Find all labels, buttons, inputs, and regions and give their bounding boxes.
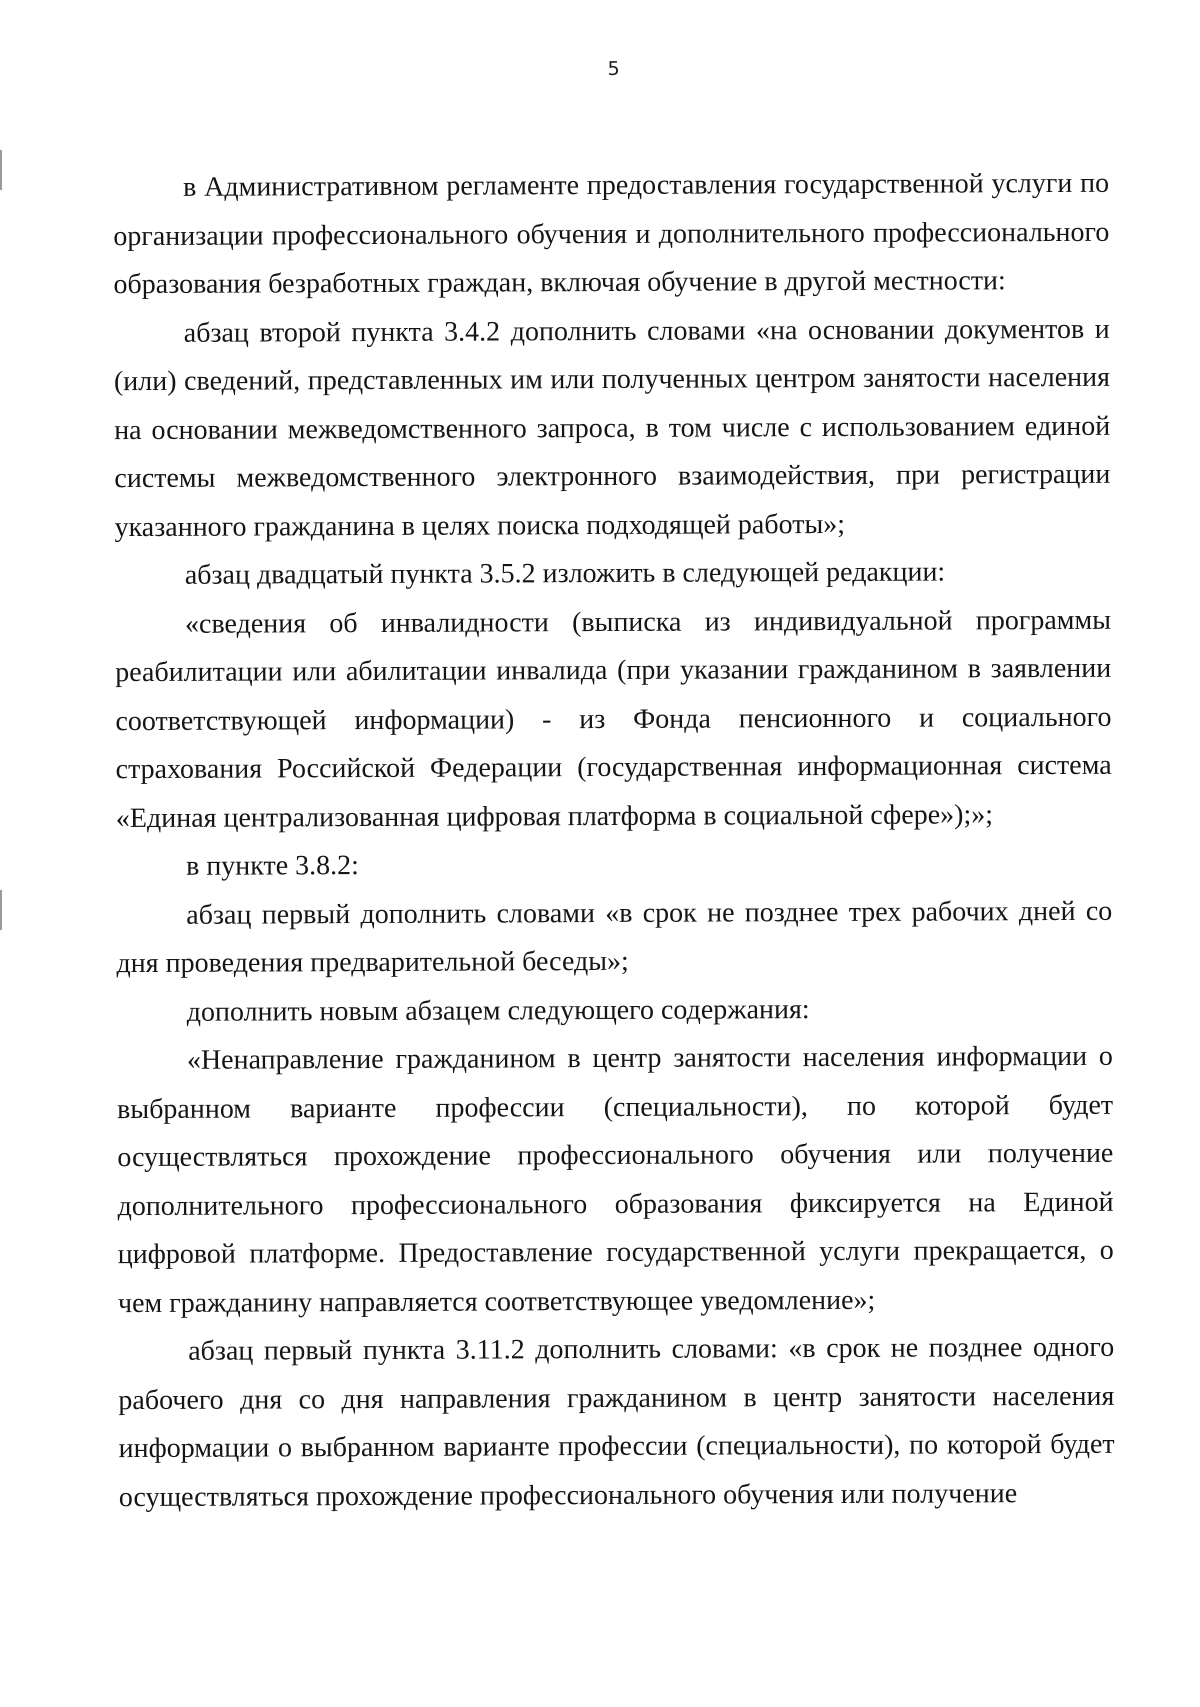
paragraph-3-11-2: абзац первый пункта 3.11.2 дополнить словами: «в срок не позднее одного рабочего дня со дня направления гражданином в центр занятости населения информации о выбранном варианте профессии (специальности), по которой будет осуществляться прохождение профессионального обучения или получение	[118, 1331, 1115, 1513]
paragraph-3-8-2-heading: в пункте 3.8.2:	[185, 850, 359, 882]
scan-edge-mark-top	[0, 150, 2, 190]
paragraph-3-4-2: абзац второй пункта 3.4.2 дополнить словами «на основании документов и (или) сведений, представленных им или полученных центром занятости населения на основании межведомственного запроса, в том числе с использованием единой системы межведомственного электронного взаимодействия, при регистрации указанного гражданина в целях поиска подходящей работы»;	[113, 313, 1111, 543]
paragraph-3-8-2-first: абзац первый дополнить словами «в срок не позднее трех рабочих дней со дня проведения предварительной беседы»;	[116, 895, 1113, 980]
paragraph-3-8-2-new-heading: дополнить новым абзацем следующего содержания:	[186, 993, 810, 1028]
paragraph-3-5-2-text: «сведения об инвалидности (выписка из индивидуальной программы реабилитации или абилитации инвалида (при указании гражданином в заявлении соответствующей информации) - из Фонда пенсионного и социального страхования Российской Федерации (государственная информационная система «Единая централизованная цифровая платформа в социальной сфере»);»;	[115, 604, 1112, 834]
paragraph-3-8-2-new-text: «Ненаправление гражданином в центр занятости населения информации о выбранном варианте профессии (специальности), по которой будет осуществляться прохождение профессионального обучения или получение дополнительного профессионального образования фиксируется на Единой цифровой платформе. Предоставление государственной услуги прекращается, о чем гражданину направляется соответствующее уведомление»;	[117, 1040, 1114, 1319]
page-number: 5	[607, 57, 620, 80]
paragraph-intro: в Административном регламенте предоставления государственной услуги по организации профессионального обучения и дополнительного профессионального образования безработных граждан, включая обучение в другой местности:	[113, 167, 1110, 301]
document-body	[113, 160, 1115, 1522]
paragraph-3-5-2-heading: абзац двадцатый пункта 3.5.2 изложить в следующей редакции:	[184, 556, 946, 591]
scan-edge-mark-bottom	[0, 890, 2, 930]
